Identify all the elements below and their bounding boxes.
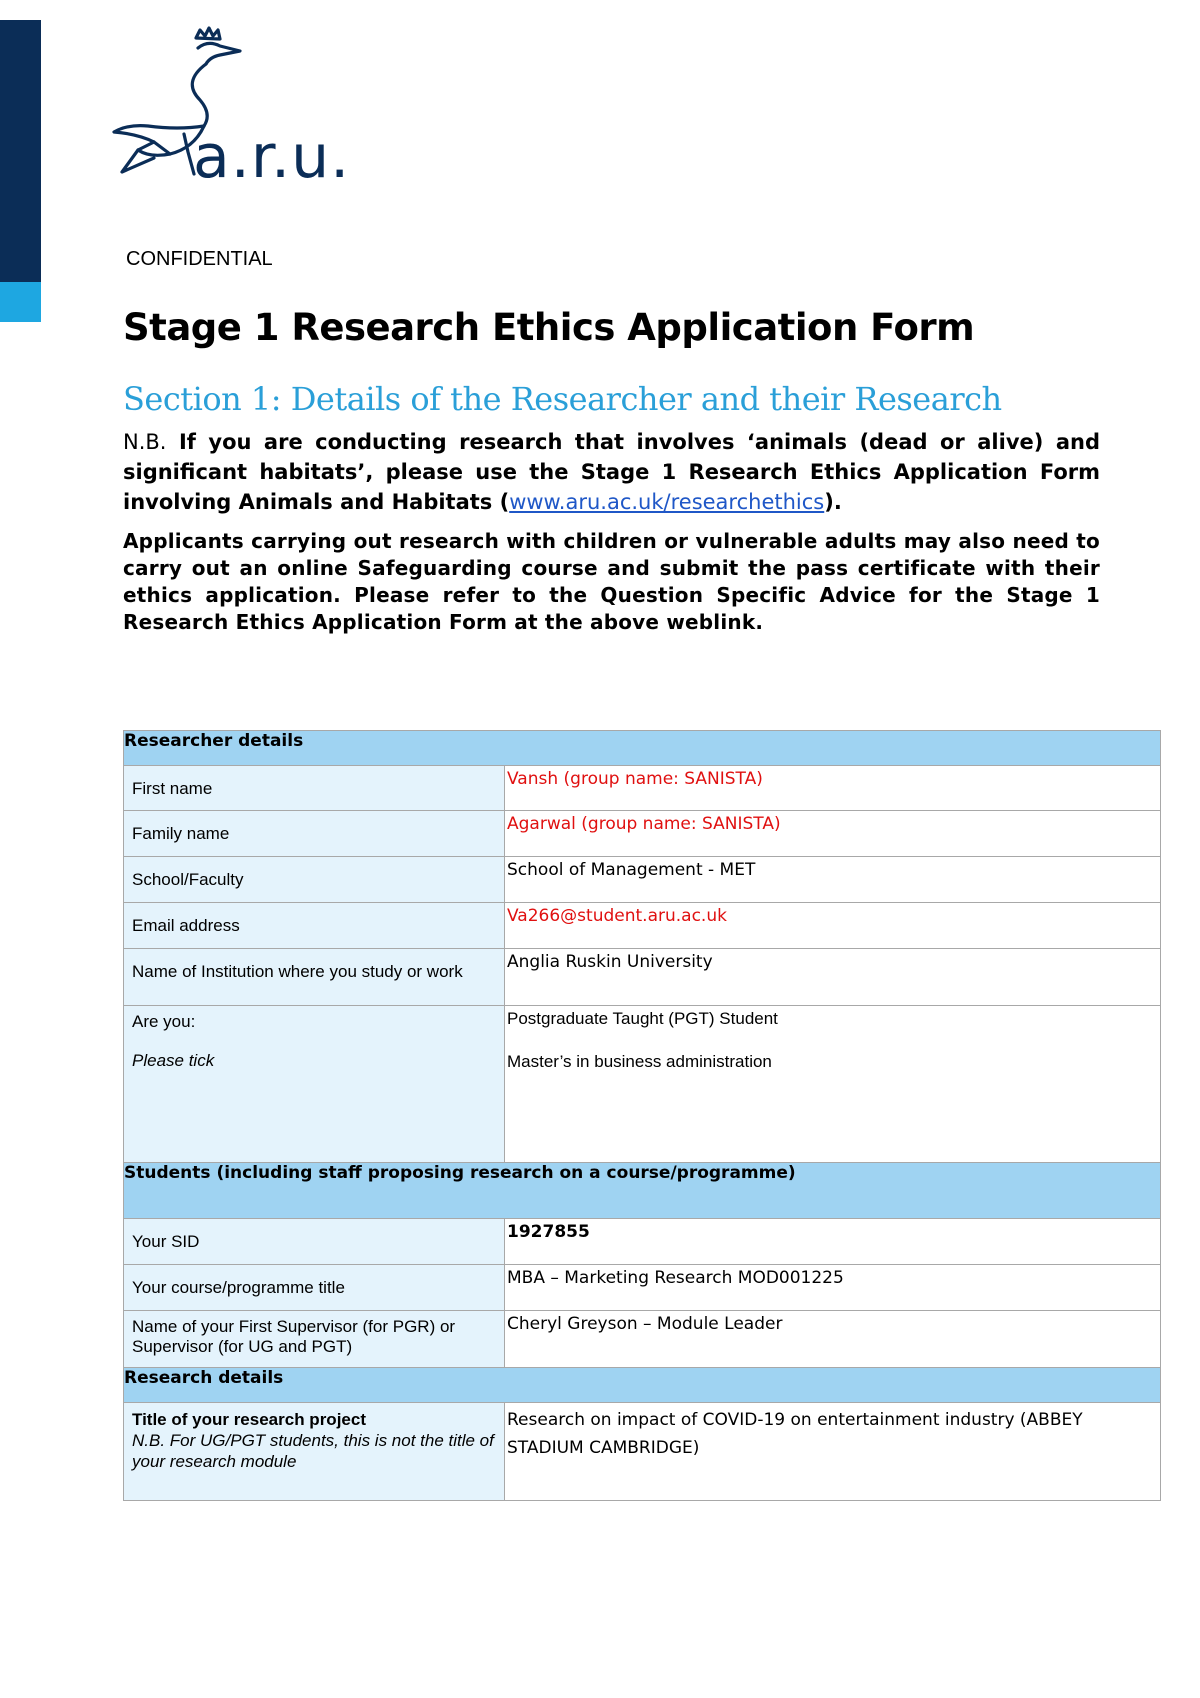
research-details-header [124, 1368, 1161, 1403]
research-ethics-link[interactable]: www.aru.ac.uk/researchethics [509, 490, 825, 514]
supervisor-label: Name of your First Supervisor (for PGR) or Supervisor (for UG and PGT) [124, 1311, 505, 1368]
course-label: Your course/programme title [124, 1265, 505, 1311]
table-row [124, 766, 1161, 811]
please-tick-label: Please tick [132, 1051, 215, 1070]
programme-field[interactable]: Master’s in business administration [507, 1052, 772, 1071]
course-field[interactable]: MBA – Marketing Research MOD001225 [505, 1265, 1161, 1311]
family-name-field[interactable]: Agarwal (group name: SANISTA) [505, 811, 1161, 857]
first-name-field[interactable]: Vansh (group name: SANISTA) [505, 766, 1161, 811]
table-row [124, 1311, 1161, 1368]
sid-field[interactable]: 1927855 [505, 1219, 1161, 1265]
section-heading: Section 1: Details of the Researcher and their Research [123, 380, 1002, 418]
students-header [124, 1163, 1161, 1219]
email-label: Email address [124, 903, 505, 949]
safeguarding-advice: Applicants carrying out research with children or vulnerable adults may also need to carry out an online Safeguarding course and submit the pass certificate with their ethics application. Please refer to the Question Specific Advice for the Stage 1 Research Ethics Application Form at the above weblink. [123, 529, 1100, 634]
table-row [124, 1006, 1161, 1163]
first-name-label: First name [124, 766, 505, 811]
confidential-label: CONFIDENTIAL [126, 248, 273, 270]
nb-prefix: N.B. [123, 430, 167, 454]
institution-label: Name of Institution where you study or work [124, 949, 505, 1006]
table-row [124, 857, 1161, 903]
supervisor-field[interactable]: Cheryl Greyson – Module Leader [505, 1311, 1161, 1368]
status-cell[interactable] [505, 1006, 1161, 1163]
sid-label: Your SID [124, 1219, 505, 1265]
students-heading: Students (including staff proposing research on a course/programme) [124, 1163, 1161, 1219]
research-details-heading: Research details [124, 1368, 1161, 1403]
table-row [124, 1403, 1161, 1501]
nb-suffix: ). [824, 490, 842, 514]
table-row [124, 903, 1161, 949]
nb-text: If you are conducting research that involves ‘animals (dead or alive) and significant habitats’, please use the Stage 1 Research Ethics Application Form involving Animals and Habitats ( [123, 430, 1100, 514]
researcher-details-heading: Researcher details [124, 731, 1161, 766]
research-title-cell [124, 1403, 505, 1501]
research-title-note: N.B. For UG/PGT students, this is not the title of your research module [132, 1431, 494, 1471]
table-row [124, 1219, 1161, 1265]
email-field[interactable]: Va266@student.aru.ac.uk [505, 903, 1161, 949]
research-title-label: Title of your research project [132, 1410, 366, 1429]
status-field[interactable]: Postgraduate Taught (PGT) Student [507, 1009, 778, 1028]
institution-field[interactable]: Anglia Ruskin University [505, 949, 1161, 1006]
table-row [124, 949, 1161, 1006]
researcher-details-header [124, 731, 1161, 766]
are-you-label: Are you: [132, 1012, 196, 1031]
table-row [124, 1265, 1161, 1311]
brand-bar-light [0, 282, 41, 322]
research-title-field[interactable]: Research on impact of COVID-19 on entertainment industry (ABBEY STADIUM CAMBRIDGE) [505, 1403, 1161, 1501]
logo-wordmark: a.r.u. [193, 122, 351, 192]
researcher-form-table [123, 730, 1161, 1501]
school-field[interactable]: School of Management - MET [505, 857, 1161, 903]
brand-bar-dark [0, 20, 41, 282]
nb-paragraph [123, 427, 1100, 517]
are-you-cell [124, 1006, 505, 1163]
table-row [124, 811, 1161, 857]
school-label: School/Faculty [124, 857, 505, 903]
page-title: Stage 1 Research Ethics Application Form [123, 306, 975, 349]
family-name-label: Family name [124, 811, 505, 857]
